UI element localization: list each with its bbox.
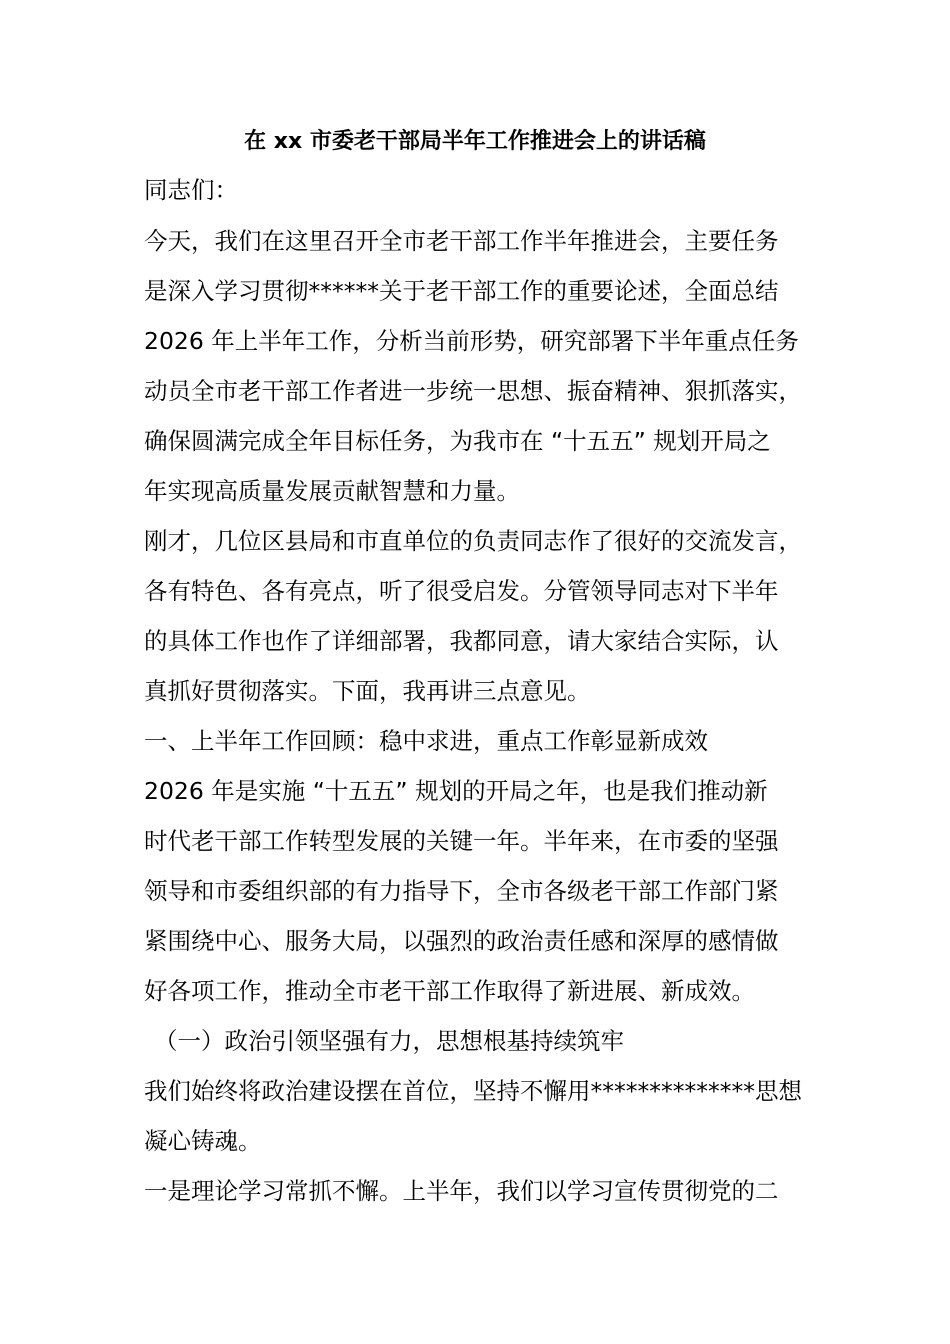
paragraph-line: 我们始终将政治建设摆在首位，坚持不懈用**************思想	[144, 1077, 802, 1105]
paragraph-line: 真抓好贯彻落实。下面，我再讲三点意见。	[144, 677, 591, 705]
paragraph-line: 今天，我们在这里召开全市老干部工作半年推进会，主要任务	[144, 227, 779, 255]
paragraph-line: 是深入学习贯彻******关于老干部工作的重要论述，全面总结	[144, 277, 779, 305]
subsection-heading: （一）政治引领坚强有力，思想根基持续筑牢	[154, 1027, 624, 1055]
paragraph-line: 年实现高质量发展贡献智慧和力量。	[144, 477, 520, 505]
document-title: 在 xx 市委老干部局半年工作推进会上的讲话稿	[244, 129, 706, 154]
paragraph-line: 确保圆满完成全年目标任务，为我市在 “十五五” 规划开局之	[144, 427, 771, 455]
paragraph-line: 的具体工作也作了详细部署，我都同意，请大家结合实际，认	[144, 627, 779, 655]
paragraph-line: 好各项工作，推动全市老干部工作取得了新进展、新成效。	[144, 977, 755, 1005]
paragraph-line: 各有特色、各有亮点，听了很受启发。分管领导同志对下半年	[144, 577, 779, 605]
section-heading: 一、上半年工作回顾：稳中求进，重点工作彰显新成效	[144, 727, 708, 755]
paragraph-line: 领导和市委组织部的有力指导下，全市各级老干部工作部门紧	[144, 877, 779, 905]
paragraph-line: 凝心铸魂。	[144, 1127, 262, 1155]
paragraph-line: 动员全市老干部工作者进一步统一思想、振奋精神、狠抓落实，	[144, 377, 802, 405]
paragraph-line: 2026 年是实施 “十五五” 规划的开局之年，也是我们推动新	[144, 777, 768, 805]
paragraph-line: 一是理论学习常抓不懈。上半年，我们以学习宣传贯彻党的二	[144, 1177, 779, 1205]
paragraph-line: 时代老干部工作转型发展的关键一年。半年来，在市委的坚强	[144, 827, 779, 855]
paragraph-line: 2026 年上半年工作，分析当前形势，研究部署下半年重点任务	[144, 327, 799, 355]
paragraph-line: 刚才，几位区县局和市直单位的负责同志作了很好的交流发言，	[144, 527, 802, 555]
salutation: 同志们：	[144, 176, 238, 204]
paragraph-line: 紧围绕中心、服务大局，以强烈的政治责任感和深厚的感情做	[144, 927, 779, 955]
